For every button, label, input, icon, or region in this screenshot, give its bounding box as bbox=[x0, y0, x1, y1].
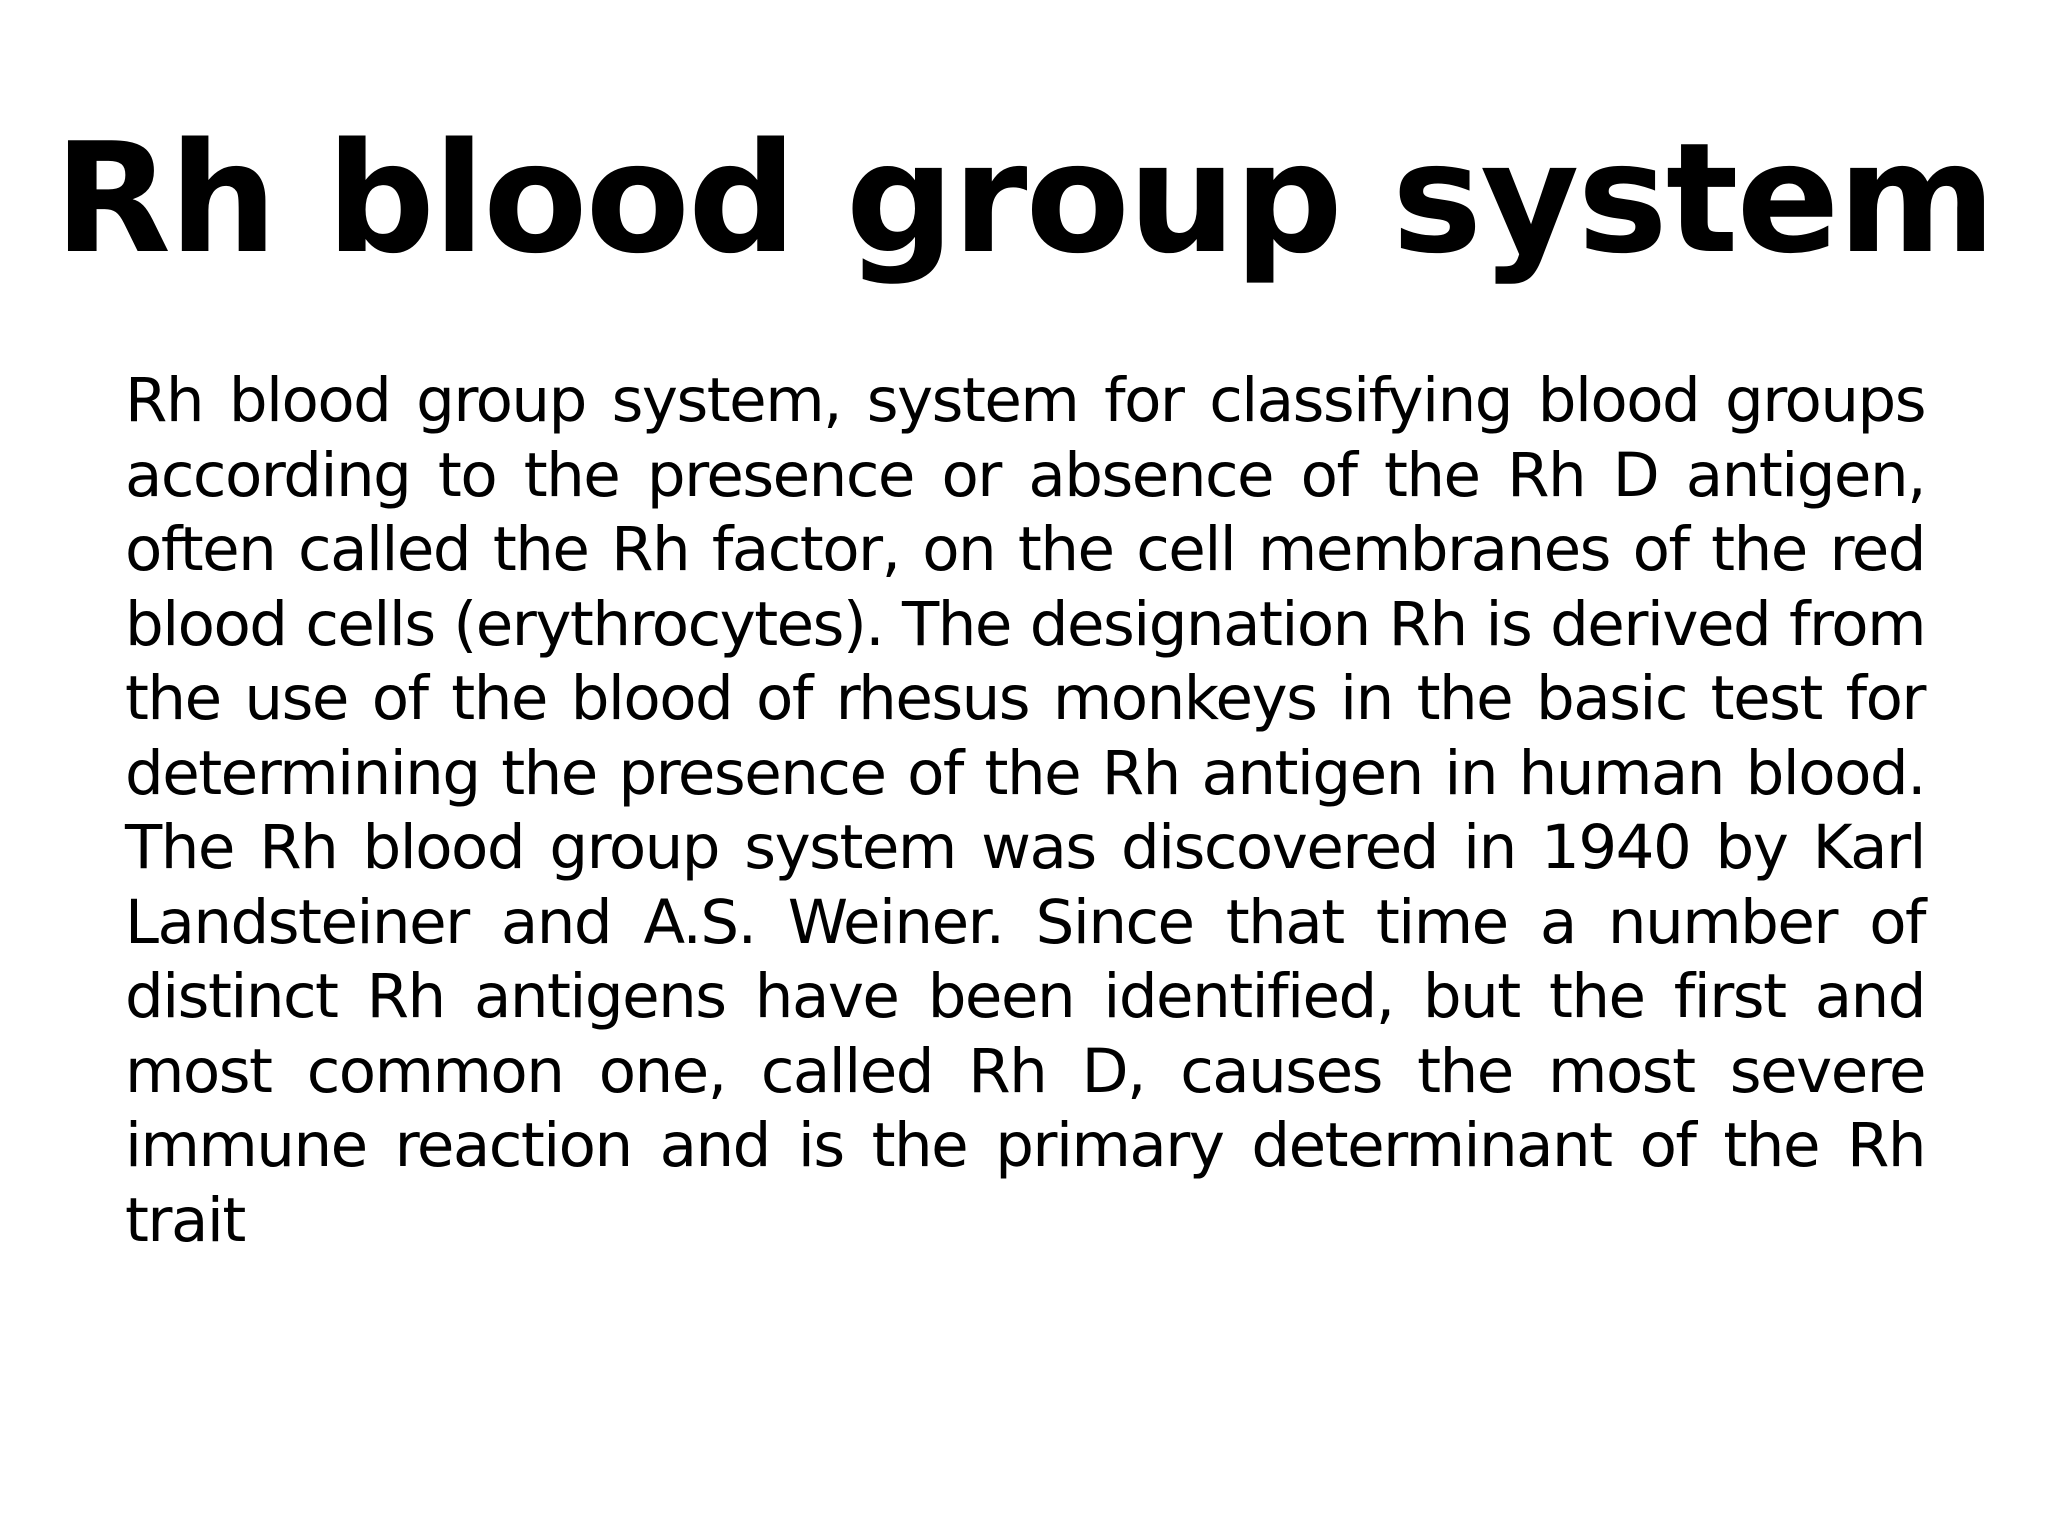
slide-body-text: Rh blood group system, system for classifying blood groups according to the presence or absence of the Rh D antigen, often called the Rh factor, on the cell membranes of the red blood cells (erythrocytes). The designation Rh is derived from the use of the blood of rhesus monkeys in the basic test for determining the presence of the Rh antigen in human blood. The Rh blood group system was discovered in 1940 by Karl Landsteiner and A.S. Weiner. Since that time a number of distinct Rh antigens have been identified, but the first and most common one, called Rh D, causes the most severe immune reaction and is the primary determinant of the Rh trait bbox=[125, 365, 1925, 1256]
slide-title: Rh blood group system bbox=[54, 110, 1994, 287]
